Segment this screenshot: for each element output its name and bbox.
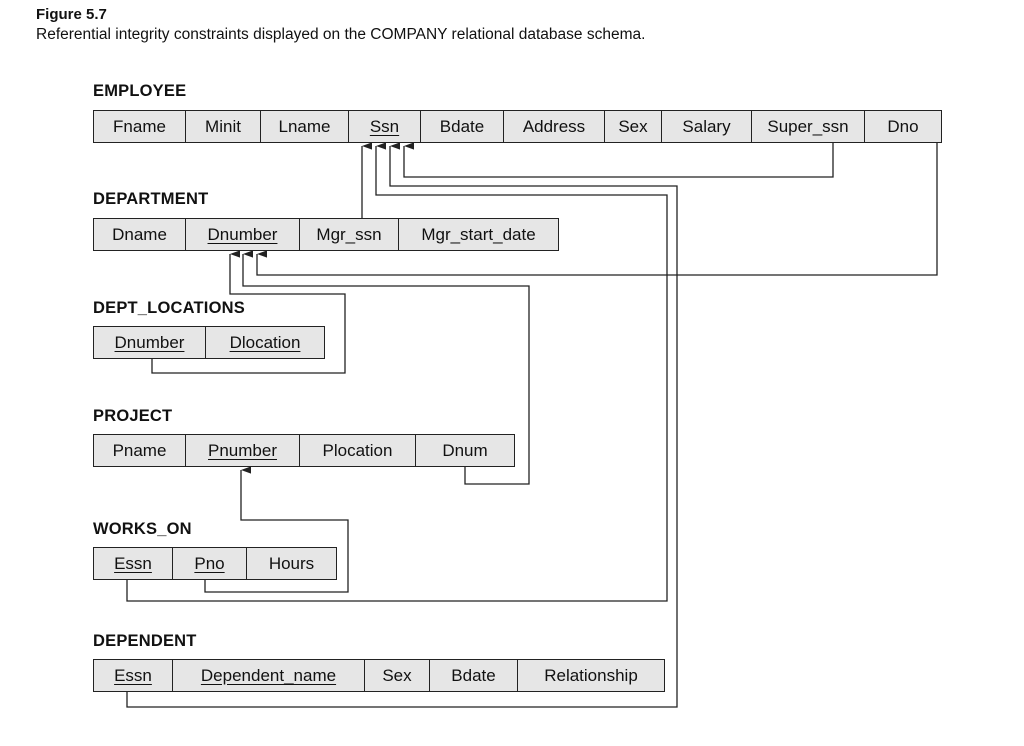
project-attr-pnumber: Pnumber [186, 435, 300, 466]
works-on-title: WORKS_ON [93, 520, 192, 538]
employee-relation [93, 110, 942, 143]
dept-locations-attr-dnumber: Dnumber [94, 327, 206, 358]
department-attr-mgr-start-date: Mgr_start_date [421, 224, 536, 244]
employee-attr-address: Address [504, 111, 605, 142]
arrow-dno-to-dnumber [257, 143, 937, 275]
department-relation [93, 218, 559, 251]
employee-title: EMPLOYEE [93, 82, 187, 100]
dependent-relation [93, 659, 665, 692]
works-on-attr-hours: Hours [268, 553, 315, 573]
project-attr-plocation: Plocation [300, 435, 416, 466]
project-relation [93, 434, 515, 467]
department-title: DEPARTMENT [93, 190, 209, 208]
works-on-relation [93, 547, 337, 580]
employee-attr-super-ssn: Super_ssn [752, 111, 865, 142]
employee-attr-lname: Lname [261, 111, 349, 142]
dept-locations-title: DEPT_LOCATIONS [93, 299, 245, 317]
figure-label: Figure 5.7 [36, 6, 107, 23]
dependent-attr-dependent-name: Dependent_name [173, 660, 365, 691]
department-attr-mgr-ssn: Mgr_ssn [300, 219, 399, 250]
employee-attr-sex: Sex [605, 111, 662, 142]
dependent-attr-relationship: Relationship [544, 665, 638, 685]
employee-attr-dno: Dno [887, 116, 919, 136]
employee-attr-salary: Salary [662, 111, 752, 142]
dependent-attr-sex: Sex [365, 660, 430, 691]
dependent-title: DEPENDENT [93, 632, 197, 650]
dept-locations-attr-dlocation: Dlocation [229, 332, 301, 352]
dependent-attr-essn: Essn [94, 660, 173, 691]
dept-locations-relation [93, 326, 325, 359]
arrow-works-on-essn-to-ssn [127, 146, 667, 601]
dependent-attr-bdate: Bdate [430, 660, 518, 691]
employee-attr-minit: Minit [186, 111, 261, 142]
department-attr-dnumber: Dnumber [186, 219, 300, 250]
figure-caption: Referential integrity constraints displayed on the COMPANY relational database schema. [36, 26, 646, 43]
project-attr-pname: Pname [94, 435, 186, 466]
employee-attr-bdate: Bdate [421, 111, 504, 142]
arrow-super-ssn-to-ssn [404, 143, 833, 177]
works-on-attr-essn: Essn [94, 548, 173, 579]
project-title: PROJECT [93, 407, 173, 425]
works-on-attr-pno: Pno [173, 548, 247, 579]
employee-attr-fname: Fname [94, 111, 186, 142]
employee-attr-ssn: Ssn [349, 111, 421, 142]
department-attr-dname: Dname [94, 219, 186, 250]
project-attr-dnum: Dnum [442, 440, 488, 460]
